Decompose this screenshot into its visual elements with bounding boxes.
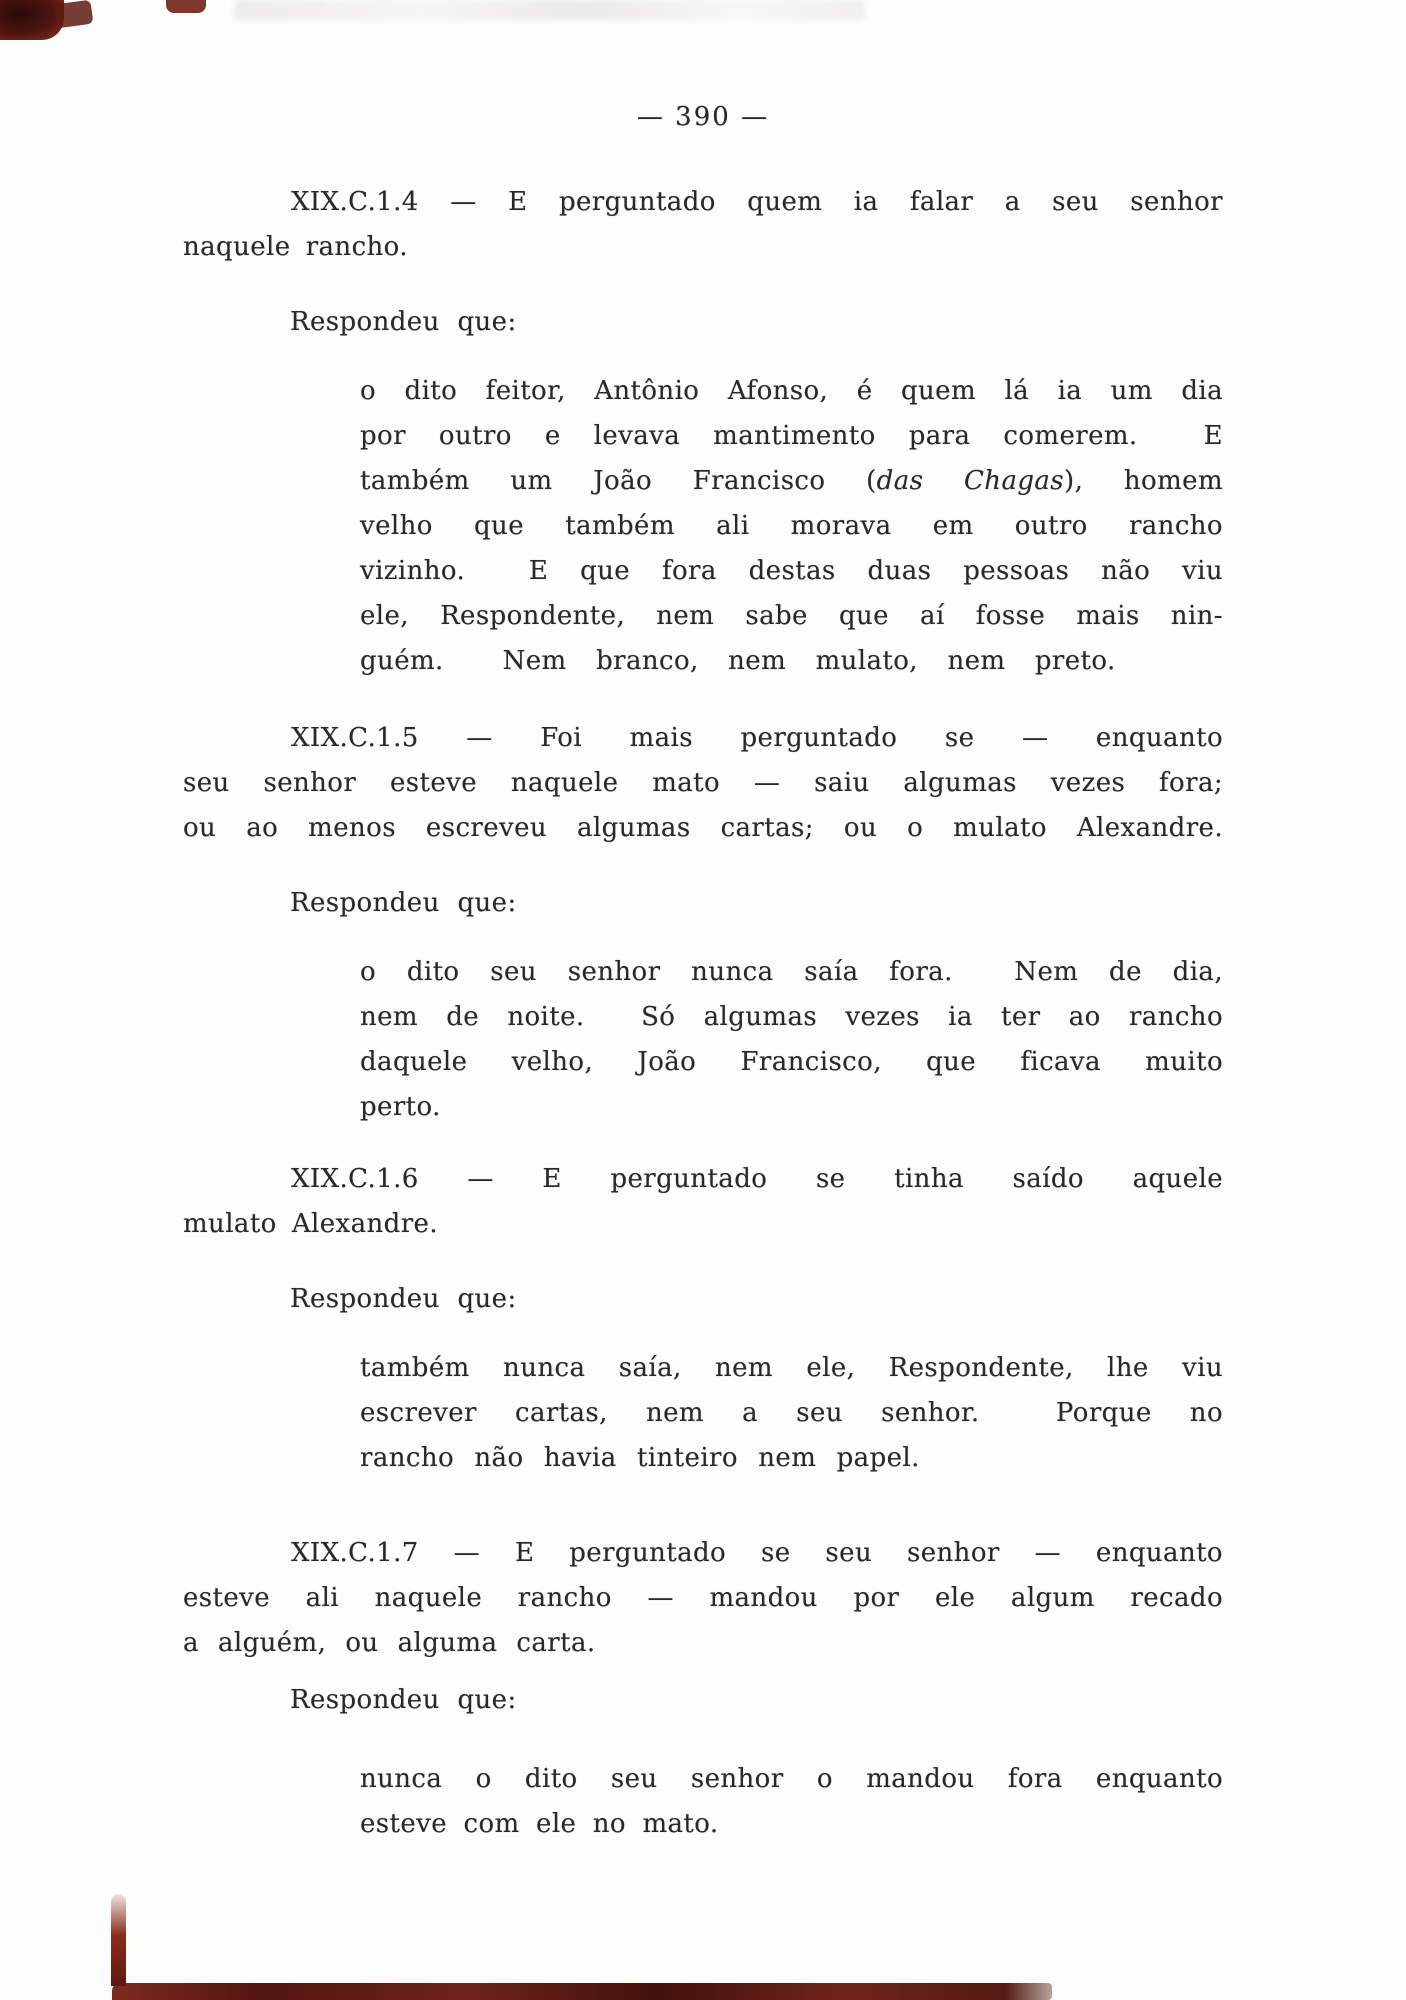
answer-line (360, 639, 1223, 684)
scan-stain-bottom-bar-icon (112, 1983, 1052, 2000)
answer-line (360, 504, 1223, 549)
text: XIX.C.1.4 — E perguntado quem ia falar a seu senhor (291, 187, 1223, 217)
text: XIX.C.1.6 — E perguntado se tinha saído aquele (291, 1164, 1223, 1194)
answer-line (360, 594, 1223, 639)
scan-stain-bottom-nub-icon (111, 1894, 126, 1986)
answer-line (360, 1346, 1223, 1391)
text: nem de noite. Só algumas vezes ia ter ao rancho (360, 1002, 1223, 1032)
answer-paragraph (360, 369, 1223, 684)
respondeu-label (290, 300, 1223, 345)
answer-line (360, 1757, 1223, 1802)
text: a alguém, ou alguma carta. (183, 1628, 596, 1658)
text: rancho não havia tinteiro nem papel. (360, 1443, 920, 1473)
answer-line (360, 1436, 1223, 1481)
answer-line (360, 950, 1223, 995)
text: Respondeu que: (290, 888, 517, 918)
scan-stain-top-left-2-icon (55, 0, 94, 28)
question-line (183, 1202, 1223, 1247)
answer-line (360, 1040, 1223, 1085)
answer-line (360, 1085, 1223, 1130)
text: por outro e levava mantimento para comerem. E (360, 421, 1223, 451)
text: perto. (360, 1092, 441, 1122)
text: guém. Nem branco, nem mulato, nem preto. (360, 646, 1116, 676)
qa-section (183, 1531, 1223, 1847)
question-paragraph (183, 180, 1223, 270)
text: também um João Francisco ( (360, 466, 877, 496)
question-line (183, 1531, 1223, 1576)
text: Respondeu que: (290, 307, 517, 337)
question-line (183, 180, 1223, 225)
question-line (183, 761, 1223, 806)
answer-paragraph (360, 1757, 1223, 1847)
text: seu senhor esteve naquele mato — saiu algumas vezes fora; (183, 768, 1223, 798)
text: velho que também ali morava em outro rancho (360, 511, 1223, 541)
question-line (183, 806, 1223, 851)
sections (183, 180, 1223, 1847)
answer-paragraph (360, 1346, 1223, 1481)
italic-text: das Chagas (876, 466, 1065, 496)
question-paragraph (183, 1531, 1223, 1666)
text: naquele rancho. (183, 232, 408, 262)
text: ou ao menos escreveu algumas cartas; ou o mulato Alexandre. (183, 813, 1223, 843)
question-paragraph (183, 716, 1223, 851)
page-content (183, 100, 1223, 1847)
question-line (183, 225, 1223, 270)
text: esteve ali naquele rancho — mandou por ele algum recado (183, 1583, 1223, 1613)
question-line (183, 1576, 1223, 1621)
answer-line (360, 369, 1223, 414)
answer-line (360, 1802, 1223, 1847)
text: o dito seu senhor nunca saía fora. Nem de dia, (360, 957, 1223, 987)
text: nunca o dito seu senhor o mandou fora enquanto (360, 1764, 1223, 1794)
question-paragraph (183, 1157, 1223, 1247)
text: o dito feitor, Antônio Afonso, é quem lá ia um dia (360, 376, 1223, 406)
scan-smudge-top-edge-icon (235, 0, 865, 20)
text: Respondeu que: (290, 1685, 517, 1715)
qa-section (183, 1157, 1223, 1481)
text: ele, Respondente, nem sabe que aí fosse mais nin- (360, 601, 1223, 631)
answer-line (360, 1391, 1223, 1436)
qa-section (183, 716, 1223, 1130)
answer-line (360, 995, 1223, 1040)
text: mulato Alexandre. (183, 1209, 438, 1239)
text: XIX.C.1.7 — E perguntado se seu senhor — enquanto (291, 1538, 1223, 1568)
qa-section (183, 180, 1223, 684)
text: escrever cartas, nem a seu senhor. Porque no (360, 1398, 1223, 1428)
scan-stain-top-dash-icon (166, 0, 206, 13)
text: ), homem (1064, 466, 1223, 496)
respondeu-label (290, 881, 1223, 926)
scan-stain-top-left-icon (0, 0, 64, 40)
respondeu-label (290, 1277, 1223, 1322)
answer-line (360, 414, 1223, 459)
answer-line (360, 549, 1223, 594)
text: daquele velho, João Francisco, que ficava muito (360, 1047, 1223, 1077)
text: Respondeu que: (290, 1284, 517, 1314)
question-line (183, 1621, 1223, 1666)
answer-line (360, 459, 1223, 504)
respondeu-label (290, 1678, 1223, 1723)
page-number: — 390 — (636, 102, 770, 132)
answer-paragraph (360, 950, 1223, 1130)
question-line (183, 716, 1223, 761)
question-line (183, 1157, 1223, 1202)
text: XIX.C.1.5 — Foi mais perguntado se — enquanto (291, 723, 1223, 753)
text: vizinho. E que fora destas duas pessoas não viu (360, 556, 1223, 586)
text: também nunca saía, nem ele, Respondente, lhe viu (360, 1353, 1223, 1383)
text: esteve com ele no mato. (360, 1809, 719, 1839)
